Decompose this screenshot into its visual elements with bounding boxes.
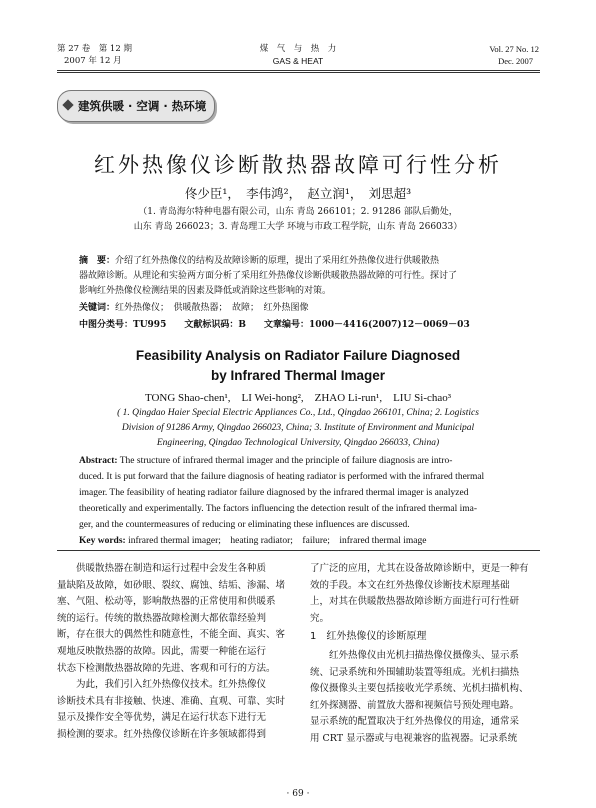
affiliation-cn-line: （1. 青岛海尔特种电器有限公司，山东 青岛 266101；2. 91286 部队后勤处， (138, 207, 458, 217)
header-volume-cn: 第 27 卷 第 12 期 (57, 44, 132, 54)
abstract-cn-line (79, 254, 519, 269)
body-line: 究。 (310, 612, 330, 624)
body-line: 统、记录系统和外围辅助装置等组成。光机扫描热 (310, 666, 520, 678)
body-line: 红外热像仪由光机扫描热像仪摄像头、显示系 (329, 649, 520, 661)
section-tag: 建筑供暖 · 空调 · 热环境 (78, 99, 207, 113)
abstract-en-line: ger, and the countermeasures of reducing or eliminating these influences are discussed. (79, 520, 410, 530)
body-line: 塞、气阻、松动等，影响散热器的正常使用和供暖系 (57, 596, 276, 608)
header-journal-cn: 煤 气 与 热 力 (259, 44, 337, 54)
classification-line: 中图分类号：TU995 文献标识码：B 文章编号：1000－4416(2007)12－0069－03 (79, 320, 470, 330)
body-line: 状态下检测散热器故障的先进、客观和可行的方法。 (57, 662, 276, 674)
abstract-en-line (79, 453, 519, 469)
body-left-column (57, 561, 287, 744)
section-heading: 1 红外热像仪的诊断原理 (310, 631, 427, 643)
body-line: 损检测的要求。红外热像仪诊断在许多领域都得到 (57, 728, 267, 740)
keywords-cn (79, 301, 519, 316)
authors-cn: 佟少臣¹， 李伟鸿²， 赵立润¹， 刘思超³ (184, 186, 412, 201)
paper-title-en-line: Feasibility Analysis on Radiator Failure Diagnosed (135, 348, 461, 363)
keywords-en-text: infrared thermal imager; heating radiator; failure; infrared thermal image (128, 536, 427, 546)
abstract-en-line: duced. It is put forward that the failure diagnosis of heating radiator is performed with the infrared thermal (79, 472, 485, 482)
body-line: 为此，我们引入红外热像仪技术。红外热像仪 (76, 679, 267, 691)
header-date-en: Dec. 2007 (498, 56, 533, 66)
abstract-cn-text: 介绍了红外热像仪的结构及故障诊断的原理，提出了采用红外热像仪进行供暖散热 (115, 256, 440, 266)
abstract-cn-label: 摘 要： (79, 256, 116, 266)
body-line: 供暖散热器在制造和运行过程中会发生各种质 (76, 563, 267, 574)
body-line: 红外探测器、前置放大器和视频信号预处理电路。 (310, 699, 520, 711)
authors-en: TONG Shao-chen¹, LI Wei-hong², ZHAO Li-run¹, LIU Si-chao³ (144, 392, 452, 404)
body-line: 像仪摄像头主要包括接收光学系统、光机扫描机构、 (310, 683, 529, 695)
abstract-en-line: theoretically and experimentally. The factors influencing the detection result of the infrared thermal ima- (79, 504, 478, 514)
keywords-en-label: Key words: (79, 536, 126, 546)
page-number: · 69 · (286, 789, 310, 799)
keywords-cn-text: 红外热像仪； 供暖散热器； 故障； 红外热图像 (115, 303, 309, 313)
body-line: 显示系统的配置取决于红外热像仪的用途，通常采 (310, 716, 520, 728)
body-line: 了广泛的应用，尤其在设备故障诊断中，更是一种有 (310, 563, 529, 574)
body-line: 量缺陷及故障，如砂眼、裂纹、腐蚀、结垢、渗漏、堵 (57, 579, 286, 591)
body-line: 统的运行。传统的散热器故障检测大都依靠经验判 (57, 612, 267, 624)
header-rule-2 (57, 72, 540, 73)
affiliation-en-line: ( 1. Qingdao Haier Special Electric Appliances Co., Ltd., Qingdao 266101, China; 2. Logistics (117, 408, 479, 418)
abstract-rule (57, 550, 540, 551)
body-line: 断，存在很大的偶然性和随意性，不能全面、真实、客 (57, 629, 286, 641)
body-line: 效的手段。本文在红外热像仪诊断技术原理基础 (310, 579, 510, 591)
keywords-en (79, 533, 519, 549)
abstract-en-line: imager. The feasibility of heating radiator failure diagnosed by the infrared thermal imager is analyzed (79, 488, 469, 498)
header-journal-en: GAS & HEAT (272, 56, 324, 66)
abstract-cn-line: 影响红外热像仪检测结果的因素及降低或消除这些影响的对策。 (79, 286, 332, 296)
abstract-cn-line: 器故障诊断。从理论和实验两方面分析了采用红外热像仪诊断供暖散热器故障的可行性。探讨了 (79, 271, 458, 281)
affiliation-en-line: Engineering, Qingdao Technological University, Qingdao 266033, China) (156, 438, 440, 448)
body-line: 观地反映散热器的故障。因此，需要一种能在运行 (57, 645, 267, 657)
keywords-cn-label: 关键词： (79, 303, 116, 313)
body-right-column (310, 561, 540, 748)
body-line: 诊断技术具有非接触、快速、准确、直观、可靠、实时 (57, 695, 286, 707)
paper-title-en-line: by Infrared Thermal Imager (210, 368, 386, 383)
body-line: 用 CRT 显示器或与电视兼容的监视器。记录系统 (310, 732, 518, 744)
abstract-en-label: Abstract: (79, 456, 118, 466)
header-date-cn: 2007 年 12 月 (64, 56, 122, 66)
affiliation-en-line: Division of 91286 Army, Qingdao 266023, China; 3. Institute of Environment and Municipal (121, 423, 475, 433)
body-line: 显示及操作安全等优势，满足在运行状态下进行无 (57, 712, 267, 724)
abstract-en-text: The structure of infrared thermal imager and the principle of failure diagnosis are intro- (119, 456, 453, 466)
affiliation-cn-line: 山东 青岛 266023；3. 青岛理工大学 环境与市政工程学院，山东 青岛 266033） (133, 222, 463, 232)
body-line: 上，对其在供暖散热器故障诊断方面进行可行性研 (310, 596, 520, 608)
header-volume-en: Vol. 27 No. 12 (489, 44, 539, 54)
paper-title-cn: 红外热像仪诊断散热器故障可行性分析 (94, 153, 502, 177)
header-rule (57, 70, 540, 71)
